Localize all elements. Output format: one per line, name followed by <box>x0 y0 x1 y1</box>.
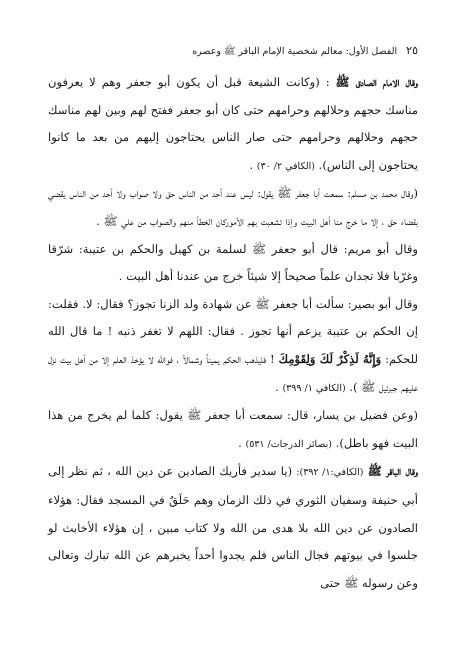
paragraph-2 <box>48 180 418 235</box>
paragraph-5-text: (وعن فضيل بن يسار، قال: سمعت أبا جعفر ﷺ يقول: كلما لم يخرج من هذا البيت فهو باطل). <box>48 408 418 450</box>
paragraph-3 <box>48 236 418 291</box>
running-header <box>48 44 418 59</box>
paragraph-6 <box>48 458 418 597</box>
paragraph-5 <box>48 402 418 458</box>
paragraph-4-quran-verse: وَإِنَّهُ لَذِكْرٌ لَكَ وَلِقَوْمِكَ <box>278 351 382 366</box>
paragraph-4-text-before-quran: وقال أبو بصير: سألت أبا جعفر ﷺ عن شهادة ولد الزنا تجوز؟ فقال: لا. فقلت: إن الحكم بن عتيبة يزعم أنها تجوز . فقال: اللهم لا تغفر ذنبه ! ما قال الله للحكم: <box>48 296 418 366</box>
paragraph-6-text: (يا سدير فأريك الصادين عن دين الله ، ثم نظر إلى أبي حنيفة وسفيان الثوري في ذلك الزمان وهم حَلَقٌ في المسجد فقال: هؤلاء الصادون عن دين الله بلا هدى من الله ولا كتاب مبين ، إن هؤلاء الأخابث لو جلسوا في بيوتهم فجال الناس فلم يجدوا أحداً يخبرهم عن الله تبارك وتعالى وعن رسوله ﷺ حتى <box>48 464 418 590</box>
paragraph-4-reference: (الكافي ١/ ٣٩٩) <box>282 382 346 394</box>
paragraph-3-text: وقال أبو مريم: قال أبو جعفر ﷺ لسلمة بن كهيل والحكم بن عتيبة: شرّقا وغرّبا فلا تجدان علماً صحيحاً إلا شيئاً خرج من عندنا أهل البيت . <box>48 241 418 284</box>
paragraph-2-text: (وقال محمد بن مسلم: سمعت أبا جعفر ﷺ يقول: ليس عند أحد من الناس حق ولا صواب ولا أحد من الناس يقضي بقضاء حق ، إلا ما خرج منا أهل البيت وإذا تشعبت بهم الأموركان الخطأ منهم والصواب من علي ﷺ . <box>48 186 418 228</box>
page-number: ٢٥ <box>406 44 418 57</box>
paragraph-5-reference: (بصائر الدرجات/ ٥٣١) <box>245 438 332 450</box>
paragraph-5-tail: . <box>238 435 242 450</box>
paragraph-4-tail: . <box>275 379 279 394</box>
paragraph-6-lead: وقال الباقر ﷺ <box>367 464 418 479</box>
paragraph-1-text: : (وكانت الشيعة قبل أن يكون أبو جعفر وهم لا يعرفون مناسك حجهم وحلالهم وحرامهم حتى كان أبو جعفر ففتح لهم وبين لهم مناسك حجهم وحلالهم وحرامهم حتى صار الناس يحتاجون إليهم من بعد ما كانوا يحتاجون إلى الناس). <box>48 75 418 172</box>
running-title: الفصل الأول: معالم شخصية الإمام الباقر ﷺ وعصره <box>192 46 398 57</box>
body-text <box>48 69 418 597</box>
paragraph-4 <box>48 291 418 402</box>
paragraph-6-reference: (الكافي:١/ ٣٩٢): <box>296 467 364 479</box>
paragraph-1-tail: . <box>249 157 254 172</box>
paragraph-4-text-after-quran: ! فليذهب الحكم يميناً وشمالاً ، فوالله لا يؤخذ العلم إلا من أهل بيت نزل عليهم جبرئيل ﷺ ). <box>48 351 418 394</box>
paragraph-1-lead: وقال الامام الصادق ﷺ <box>335 75 418 89</box>
paragraph-1 <box>48 69 418 180</box>
paragraph-1-reference: (الكافي ٢/ ٣٠) <box>256 160 315 172</box>
